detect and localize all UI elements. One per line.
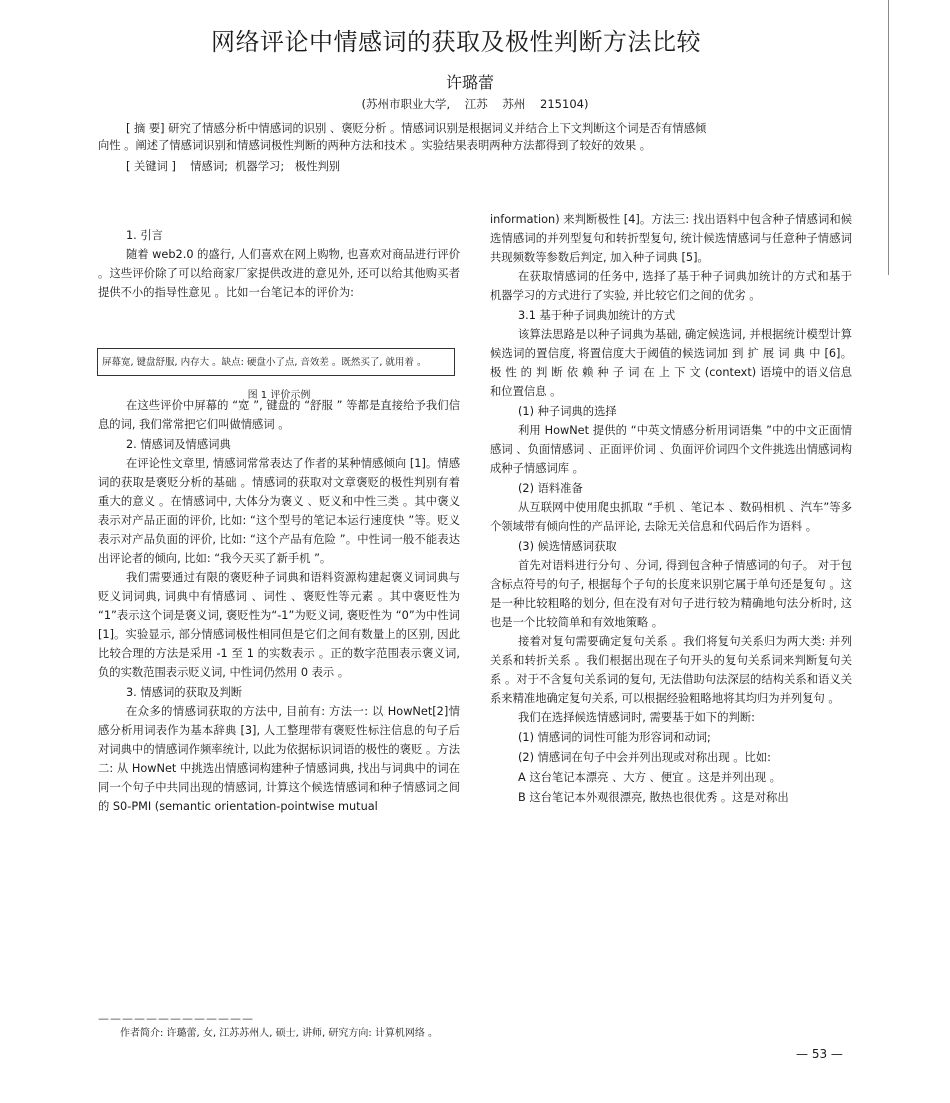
right-column-paragraph: 我们在选择候选情感词时, 需要基于如下的判断: bbox=[518, 711, 755, 724]
right-column-paragraph: information) 来判断极性 [4]。方法三: 找出语料中包含种子情感词和候选情感词的并列型复句和转折型复句, 统计候选情感词与任意种子情感词共现频数等参数后判定, 加入种子词典 [5]。 bbox=[490, 213, 852, 264]
right-column-paragraph: 从互联网中使用爬虫抓取 “手机 、笔记本 、数码相机 、汽车”等多个领域带有倾向性的产品评论, 去除无关信息和代码后作为语料 。 bbox=[490, 501, 852, 533]
keywords: [ 关键词 ] 情感词; 机器学习; 极性判别 bbox=[126, 160, 341, 173]
right-column-heading: A 这台笔记本漂亮 、大方 、便宜 。这是并列出现 。 bbox=[518, 771, 781, 784]
left-column-paragraph: 我们需要通过有限的褒贬种子词典和语料资源构建起褒义词词典与贬义词词典, 词典中有情感词 、词性 、褒贬性等元素 。其中褒贬性为 “1”表示这个词是褒义词, 褒贬性为“-1”为贬义词, 褒贬性为 “0”为中性词 [1]。实验显示, 部分情感词极性相同但是它们之间有数量上的区别, 因此比较合理的方法是采用 -1 至 1 的实数表示 。正的数字范围表示褒义词, 负的实数范围表示贬义词, 中性词仍然用 0 表示 。 bbox=[98, 571, 460, 679]
right-column-heading: (1) 种子词典的选择 bbox=[518, 405, 617, 418]
left-column-paragraph: 在这些评价中屏幕的 “宽 ”, 键盘的 “舒服 ” 等都是直接给予我们信息的词, 我们常常把它们叫做情感词 。 bbox=[98, 399, 460, 431]
left-column-paragraph: 在评论性文章里, 情感词常常表达了作者的某种情感倾向 [1]。情感词的获取是褒贬分析的基础 。情感词的获取对文章褒贬的极性判别有着重大的意义 。在情感词中, 大体分为褒义 、贬义和中性三类 。其中褒义表示对产品正面的评价, 比如: “这个型号的笔记本运行速度快 ”等。贬义表示对产品负面的评价, 比如: “这个产品有危险 ”。中性词一般不能表达出评论者的倾向, 比如: “我今天买了新手机 ”。 bbox=[98, 457, 460, 565]
author-name: 许璐蕾 bbox=[445, 73, 494, 92]
left-column-heading: 2. 情感词及情感词典 bbox=[126, 438, 231, 451]
right-column-heading: B 这台笔记本外观很漂亮, 散热也很优秀 。这是对称出 bbox=[518, 791, 789, 804]
right-column-heading: (2) 语料准备 bbox=[518, 482, 583, 495]
page-number: — 53 — bbox=[796, 1047, 843, 1061]
right-column bbox=[490, 210, 852, 807]
author-footnote: 作者简介: 许璐蕾, 女, 江苏苏州人, 硕士, 讲师, 研究方向: 计算机网络 。 bbox=[120, 1028, 439, 1039]
right-column-heading: (1) 情感词的词性可能为形容词和动词; bbox=[518, 731, 711, 744]
right-column-paragraph: 接着对复句需要确定复句关系 。我们将复句关系归为两大类: 并列关系和转折关系 。我们根据出现在子句开头的复句关系词来判断复句关系 。对于不含复句关系词的复句, 无法借助句法深层的结构关系和语义关系来精准地确定复句关系, 可以根据经验粗略地将其均归为并列复句 。 bbox=[490, 635, 852, 705]
figure-1-caption: 图 1 评价示例 bbox=[247, 390, 311, 401]
footnote-rule: ————————————— bbox=[98, 1012, 254, 1025]
right-column-paragraph: 该算法思路是以种子词典为基础, 确定候选词, 并根据统计模型计算候选词的置信度, 将置信度大于阈值的候选词加 到 扩 展 词 典 中 [6]。 极 性 的 判 断 依 赖 种 子 词 在 上 下 文 (context) 语境中的语义信息和位置信息 。 bbox=[490, 328, 852, 398]
right-column-paragraph: 利用 HowNet 提供的 “中英文情感分析用词语集 ”中的中文正面情感词 、负面情感词 、正面评价词 、负面评价词四个文件挑选出情感词构成种子情感词库 。 bbox=[490, 424, 852, 475]
left-column-heading: 1. 引言 bbox=[126, 229, 163, 242]
right-column-paragraph: 首先对语料进行分句 、分词, 得到包含种子情感词的句子。 对于包含标点符号的句子, 根据每个子句的长度来识别它属于单句还是复句 。这是一种比较粗略的划分, 但在没有对句子进行较为精确地句法分析时, 这也是一个比较简单和有效地策略 。 bbox=[490, 559, 852, 629]
right-column-paragraph: 在获取情感词的任务中, 选择了基于种子词典加统计的方式和基于机器学习的方式进行了实验, 并比较它们之间的优劣 。 bbox=[490, 270, 852, 302]
paper-title: 网络评论中情感词的获取及极性判断方法比较 bbox=[211, 28, 701, 56]
abstract bbox=[98, 120, 818, 154]
left-column-paragraph: 随着 web2.0 的盛行, 人们喜欢在网上购物, 也喜欢对商品进行评价 。这些评价除了可以给商家厂家提供改进的意见外, 还可以给其他购买者提供不小的指导性意见 。比如一台笔记本的评价为: bbox=[98, 248, 460, 299]
left-column-paragraph: 在众多的情感词获取的方法中, 目前有: 方法一: 以 HowNet[2]情感分析用词表作为基本辞典 [3], 人工整理带有褒贬性标注信息的句子后对词典中的情感词作频率统计, 以此为依据标识词语的极性的褒贬 。方法二: 从 HowNet 中挑选出情感词构建种子情感词典, 找出与词典中的词在同一个句子中共同出现的情感词, 计算这个候选情感词和种子情感词之间的 S0-PMI (semantic orientation-pointwise mutual bbox=[98, 705, 460, 813]
right-column-heading: (3) 候选情感词获取 bbox=[518, 540, 617, 553]
right-column-heading: (2) 情感词在句子中会并列出现或对称出现 。比如: bbox=[518, 751, 771, 764]
left-column-spacer bbox=[98, 302, 460, 352]
author-affiliation: (苏州市职业大学, 江苏 苏州 215104) bbox=[361, 97, 589, 111]
figure-1-box: 屏幕宽, 键盘舒服, 内存大 。缺点: 硬盘小了点, 音效差 。既然买了, 就用着 。 bbox=[97, 348, 455, 376]
left-column bbox=[98, 225, 460, 816]
abstract-line-2: 向性 。阐述了情感词识别和情感词极性判断的两种方法和技术 。实验结果表明两种方法都得到了较好的效果 。 bbox=[98, 139, 652, 152]
left-column-heading: 3. 情感词的获取及判断 bbox=[126, 686, 243, 699]
right-column-heading: 3.1 基于种子词典加统计的方式 bbox=[518, 309, 676, 322]
abstract-line-1: [ 摘 要] 研究了情感分析中情感词的识别 、褒贬分析 。情感词识别是根据词义并结合上下文判断这个词是否有情感倾 bbox=[126, 122, 707, 135]
